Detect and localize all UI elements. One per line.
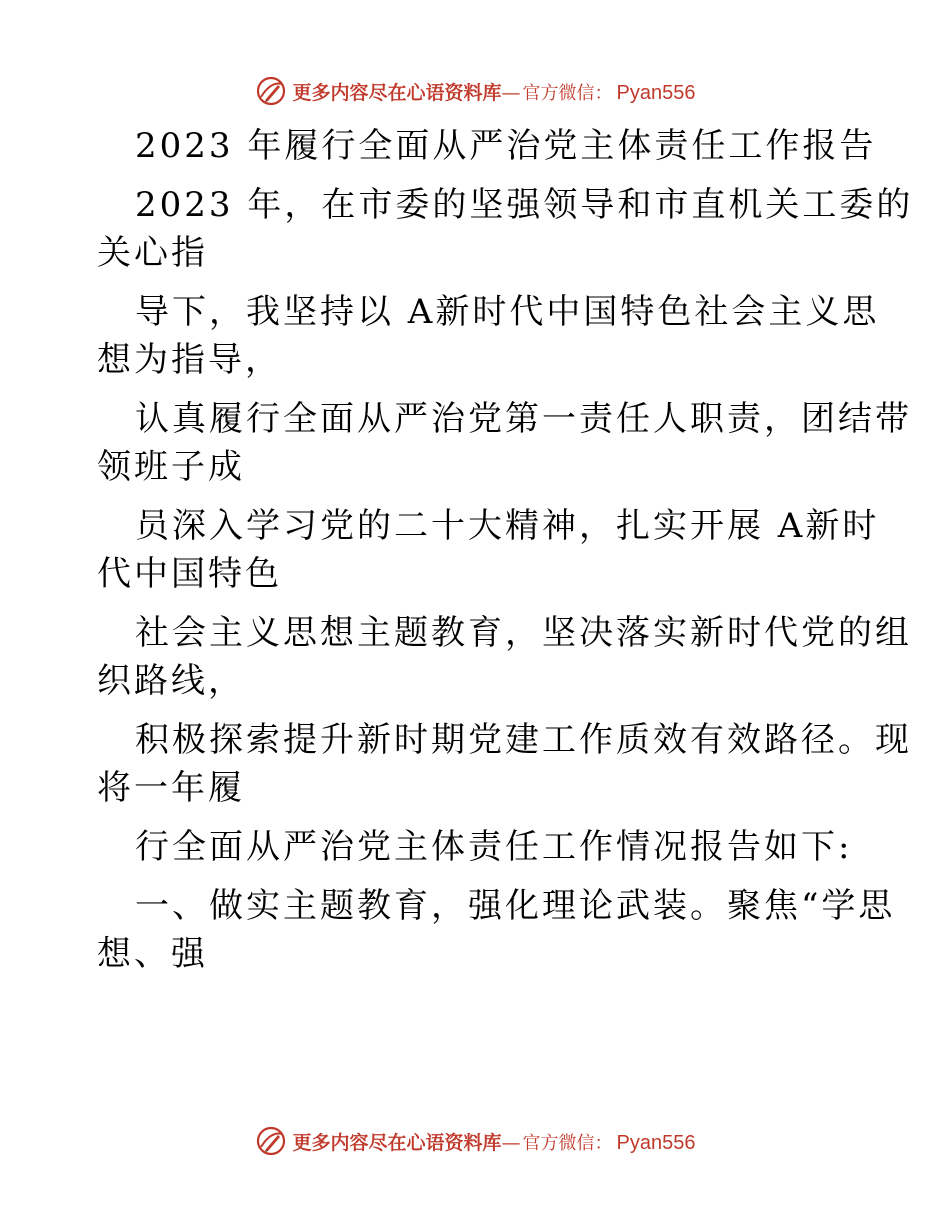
paragraph-line: 领班子成 — [97, 447, 245, 487]
document-body — [97, 122, 914, 978]
paragraph-line: 一、做实主题教育，强化理论武装。聚焦“学思 — [135, 886, 896, 926]
banner-separator: — — [501, 81, 521, 104]
banner-main-text: 更多内容尽在心语资料库 — [292, 81, 502, 104]
paragraph-line: 积极探索提升新时期党建工作质效有效路径。现 — [135, 720, 912, 760]
banner-account-id: Pyan556 — [616, 1131, 696, 1154]
paragraph-line: 想为指导， — [97, 340, 282, 380]
banner-text — [293, 1128, 696, 1155]
banner-text — [293, 78, 696, 105]
banner-separator: — — [501, 1131, 521, 1154]
banner-wechat-label: 官方微信： — [522, 82, 613, 104]
paragraph-line: 认真履行全面从严治党第一责任人职责，团结带 — [135, 399, 912, 439]
paragraph-line: 织路线， — [97, 661, 245, 701]
document-title: 2023 年履行全面从严治党主体责任工作报告 — [135, 126, 877, 166]
paragraph-line: 2023 年，在市委的坚强领导和市直机关工委的 — [135, 185, 914, 225]
paragraph-line: 导下，我坚持以 A新时代中国特色社会主义思 — [135, 292, 880, 332]
paragraph-line: 将一年履 — [97, 768, 245, 808]
banner-main-text: 更多内容尽在心语资料库 — [292, 1131, 502, 1154]
header-watermark-banner — [0, 71, 950, 111]
paragraph-line: 行全面从严治党主体责任工作情况报告如下: — [135, 827, 853, 867]
paragraph-line: 员深入学习党的二十大精神，扎实开展 A新时 — [135, 506, 880, 546]
pen-logo-icon — [255, 1125, 287, 1157]
banner-account-id: Pyan556 — [616, 81, 696, 104]
paragraph-line: 代中国特色 — [97, 554, 282, 594]
footer-watermark-banner — [0, 1121, 950, 1161]
paragraph-line: 关心指 — [97, 233, 208, 273]
paragraph-line: 社会主义思想主题教育，坚决落实新时代党的组 — [135, 613, 912, 653]
paragraph-line: 想、强 — [97, 934, 208, 974]
pen-logo-icon — [255, 75, 287, 107]
banner-wechat-label: 官方微信： — [522, 1132, 613, 1154]
